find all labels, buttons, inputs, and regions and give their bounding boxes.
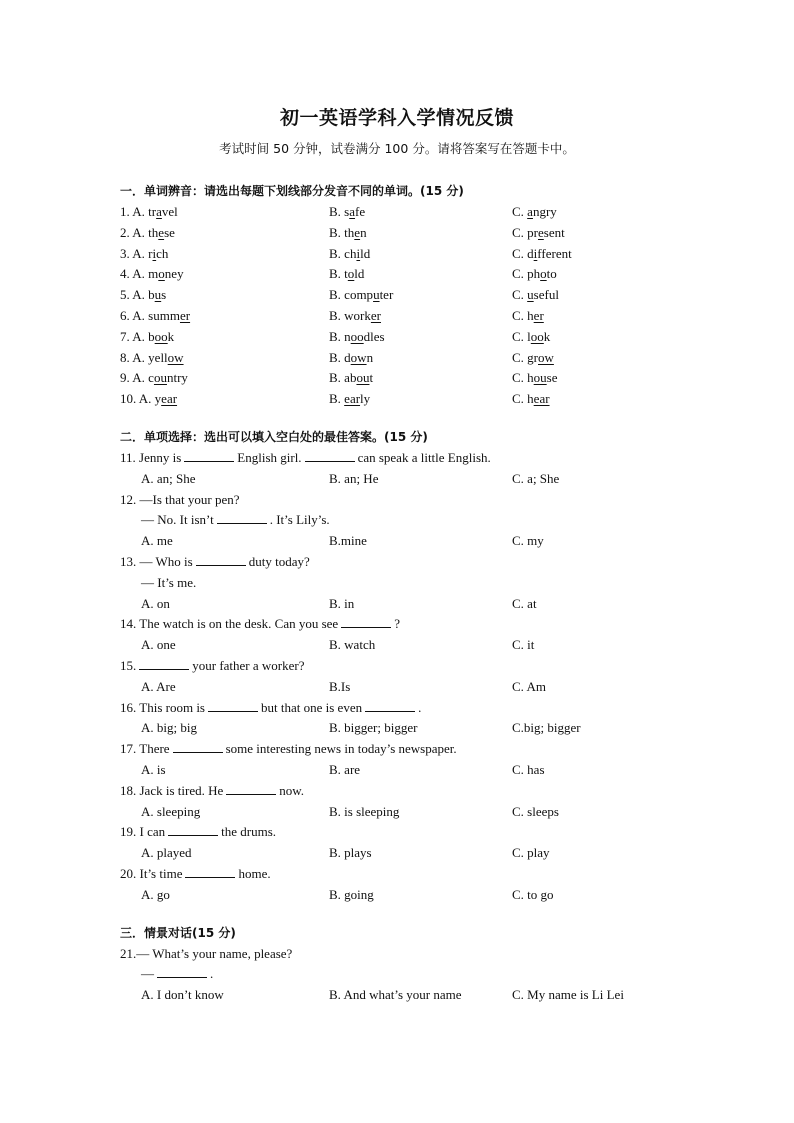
underlined-sound: ou [533, 370, 547, 386]
underlined-sound: o [347, 266, 355, 282]
option-a: A. sleeping [141, 803, 201, 819]
question-19-options [120, 843, 720, 864]
underlined-sound: a [527, 204, 533, 219]
word-item-row [120, 202, 720, 223]
answer-blank [365, 698, 415, 712]
option-a: 7. A. book [120, 328, 175, 344]
option-a: 8. A. yellow [120, 349, 184, 365]
underlined-sound: oo [530, 328, 544, 344]
section-3-heading: 三．情景对话(15 分) [120, 925, 236, 940]
word-item-row [120, 244, 720, 265]
option-a: 10. A. year [120, 391, 178, 407]
option-b: B. worker [329, 307, 381, 323]
underlined-sound: o [540, 266, 547, 282]
question-18: 18. Jack is tired. He now. [120, 782, 305, 798]
underlined-sound: ear [533, 391, 550, 407]
underlined-sound: oo [350, 328, 364, 344]
option-b: B.Is [329, 678, 351, 694]
underlined-sound: ow [167, 349, 184, 365]
question-16-options [120, 718, 720, 739]
answer-blank [139, 656, 189, 670]
option-c: C. sleeps [512, 803, 559, 819]
underlined-sound: o [158, 266, 165, 282]
section-1-heading: 一．单词辨音：请选出每题下划线部分发音不同的单词。(15 分) [120, 184, 464, 198]
option-b: B. safe [329, 204, 366, 219]
page-title: 初一英语学科入学情况反馈 [279, 107, 514, 129]
option-a: 4. A. money [120, 266, 184, 282]
option-c: C. has [512, 761, 545, 777]
answer-blank [168, 822, 218, 836]
option-b: B. an; He [329, 470, 379, 486]
underlined-sound: ear [161, 391, 178, 407]
underlined-sound: er [179, 307, 191, 323]
option-c: C. at [512, 595, 537, 611]
option-a: A. played [141, 845, 192, 861]
underlined-sound: oo [154, 328, 168, 344]
question-13: 13. — Who is duty today? [120, 553, 310, 569]
option-c: C. photo [512, 266, 557, 282]
question-17-options [120, 760, 720, 781]
word-item-row [120, 327, 720, 348]
question-19: 19. I can the drums. [120, 824, 277, 840]
option-b: B. going [329, 886, 374, 902]
option-b: B. bigger; bigger [329, 720, 418, 736]
option-c: C. house [512, 370, 558, 386]
question-11: 11. Jenny is English girl. can speak a little English. [120, 449, 491, 465]
underlined-sound: er [533, 307, 544, 323]
option-a: A. I don’t know [141, 987, 224, 1003]
word-item-row [120, 285, 720, 306]
question-21-reply: — . [141, 966, 214, 982]
option-b: B. then [329, 224, 367, 240]
underlined-sound: e [354, 224, 361, 240]
word-item-row [120, 389, 720, 410]
option-c: C. my [512, 533, 544, 549]
question-13-options [120, 594, 720, 615]
option-b: B. child [329, 245, 371, 261]
answer-blank [157, 964, 207, 978]
word-item-row [120, 368, 720, 389]
answer-blank [226, 781, 276, 795]
option-a: A. go [141, 886, 170, 902]
option-c: C.big; bigger [512, 720, 581, 736]
option-b: B. early [329, 391, 371, 407]
word-item-row [120, 264, 720, 285]
underlined-sound: ou [153, 370, 167, 386]
option-c: C. useful [512, 287, 559, 303]
underlined-sound: e [158, 224, 165, 240]
option-c: C. hear [512, 391, 550, 407]
question-18-options [120, 802, 720, 823]
option-c: C. to go [512, 886, 554, 902]
answer-blank [196, 552, 246, 566]
option-a: A. an; She [141, 470, 196, 486]
answer-blank [184, 448, 234, 462]
option-b: B. told [329, 266, 365, 282]
option-a: A. on [141, 595, 170, 611]
option-a: 6. A. summer [120, 307, 191, 323]
question-11-options [120, 469, 720, 490]
option-b: B. in [329, 595, 355, 611]
section-2-heading: 二．单项选择：选出可以填入空白处的最佳答案。(15 分) [120, 429, 428, 444]
word-item-row [120, 223, 720, 244]
question-16: 16. This room is but that one is even . [120, 699, 422, 715]
option-c: C. My name is Li Lei [512, 987, 624, 1003]
answer-blank [185, 864, 235, 878]
exam-body [120, 181, 720, 1006]
option-c: C. grow [512, 349, 554, 365]
option-c: C. a; She [512, 470, 560, 486]
word-item-row [120, 348, 720, 369]
option-a: A. me [141, 533, 173, 549]
underlined-sound: u [154, 287, 162, 303]
question-17: 17. There some interesting news in today’s newspaper. [120, 741, 457, 757]
option-c: C. Am [512, 678, 546, 694]
option-a: 1. A. travel [120, 204, 178, 219]
answer-blank [217, 510, 267, 524]
option-c: C. different [512, 245, 572, 261]
question-13-reply: — It’s me. [141, 574, 197, 590]
question-12-options [120, 531, 720, 552]
option-a: A. is [141, 761, 166, 777]
word-item-row [120, 306, 720, 327]
underlined-sound: i [152, 245, 157, 261]
answer-blank [341, 614, 391, 628]
option-b: B. computer [329, 287, 394, 303]
answer-blank [208, 698, 258, 712]
option-b: B. watch [329, 637, 376, 653]
underlined-sound: e [538, 224, 544, 240]
underlined-sound: ow [538, 349, 554, 365]
question-20: 20. It’s time home. [120, 865, 271, 881]
option-b: B.mine [329, 533, 367, 549]
option-b: B. about [329, 370, 374, 386]
underlined-sound: ou [356, 370, 370, 386]
underlined-sound: i [533, 245, 538, 261]
question-14-options [120, 635, 720, 656]
option-a: A. one [141, 637, 176, 653]
option-b: B. down [329, 349, 374, 365]
question-12: 12. —Is that your pen? [120, 491, 240, 507]
question-15: 15. your father a worker? [120, 657, 305, 673]
question-15-options [120, 677, 720, 698]
answer-blank [173, 739, 223, 753]
option-a: 3. A. rich [120, 245, 169, 261]
page-subtitle: 考试时间 50 分钟，试卷满分 100 分。请将答案写在答题卡中。 [219, 141, 575, 156]
option-a: A. Are [141, 678, 176, 694]
option-a: 5. A. bus [120, 287, 167, 303]
option-c: C. angry [512, 204, 557, 219]
option-b: B. And what’s your name [329, 987, 462, 1003]
option-a: 2. A. these [120, 224, 175, 240]
question-21-options [120, 985, 720, 1006]
underlined-sound: u [527, 287, 534, 303]
underlined-sound: i [356, 245, 361, 261]
option-a: A. big; big [141, 720, 197, 736]
option-c: C. present [512, 224, 565, 240]
underlined-sound: ow [350, 349, 367, 365]
underlined-sound: a [349, 204, 356, 219]
section-1-rows [120, 202, 720, 410]
underlined-sound: a [156, 204, 162, 219]
option-b: B. is sleeping [329, 803, 400, 819]
option-b: B. are [329, 761, 361, 777]
underlined-sound: u [373, 287, 380, 303]
option-a: 9. A. country [120, 370, 188, 386]
option-c: C. look [512, 328, 551, 344]
underlined-sound: ear [344, 391, 361, 407]
option-c: C. her [512, 307, 544, 323]
question-21: 21.— What’s your name, please? [120, 945, 293, 961]
option-c: C. it [512, 637, 535, 653]
answer-blank [305, 448, 355, 462]
question-12-reply: — No. It isn’t . It’s Lily’s. [141, 512, 330, 528]
question-14: 14. The watch is on the desk. Can you see ? [120, 616, 400, 632]
question-20-options [120, 885, 720, 906]
underlined-sound: er [370, 307, 381, 323]
option-c: C. play [512, 845, 550, 861]
option-b: B. noodles [329, 328, 385, 344]
option-b: B. plays [329, 845, 372, 861]
